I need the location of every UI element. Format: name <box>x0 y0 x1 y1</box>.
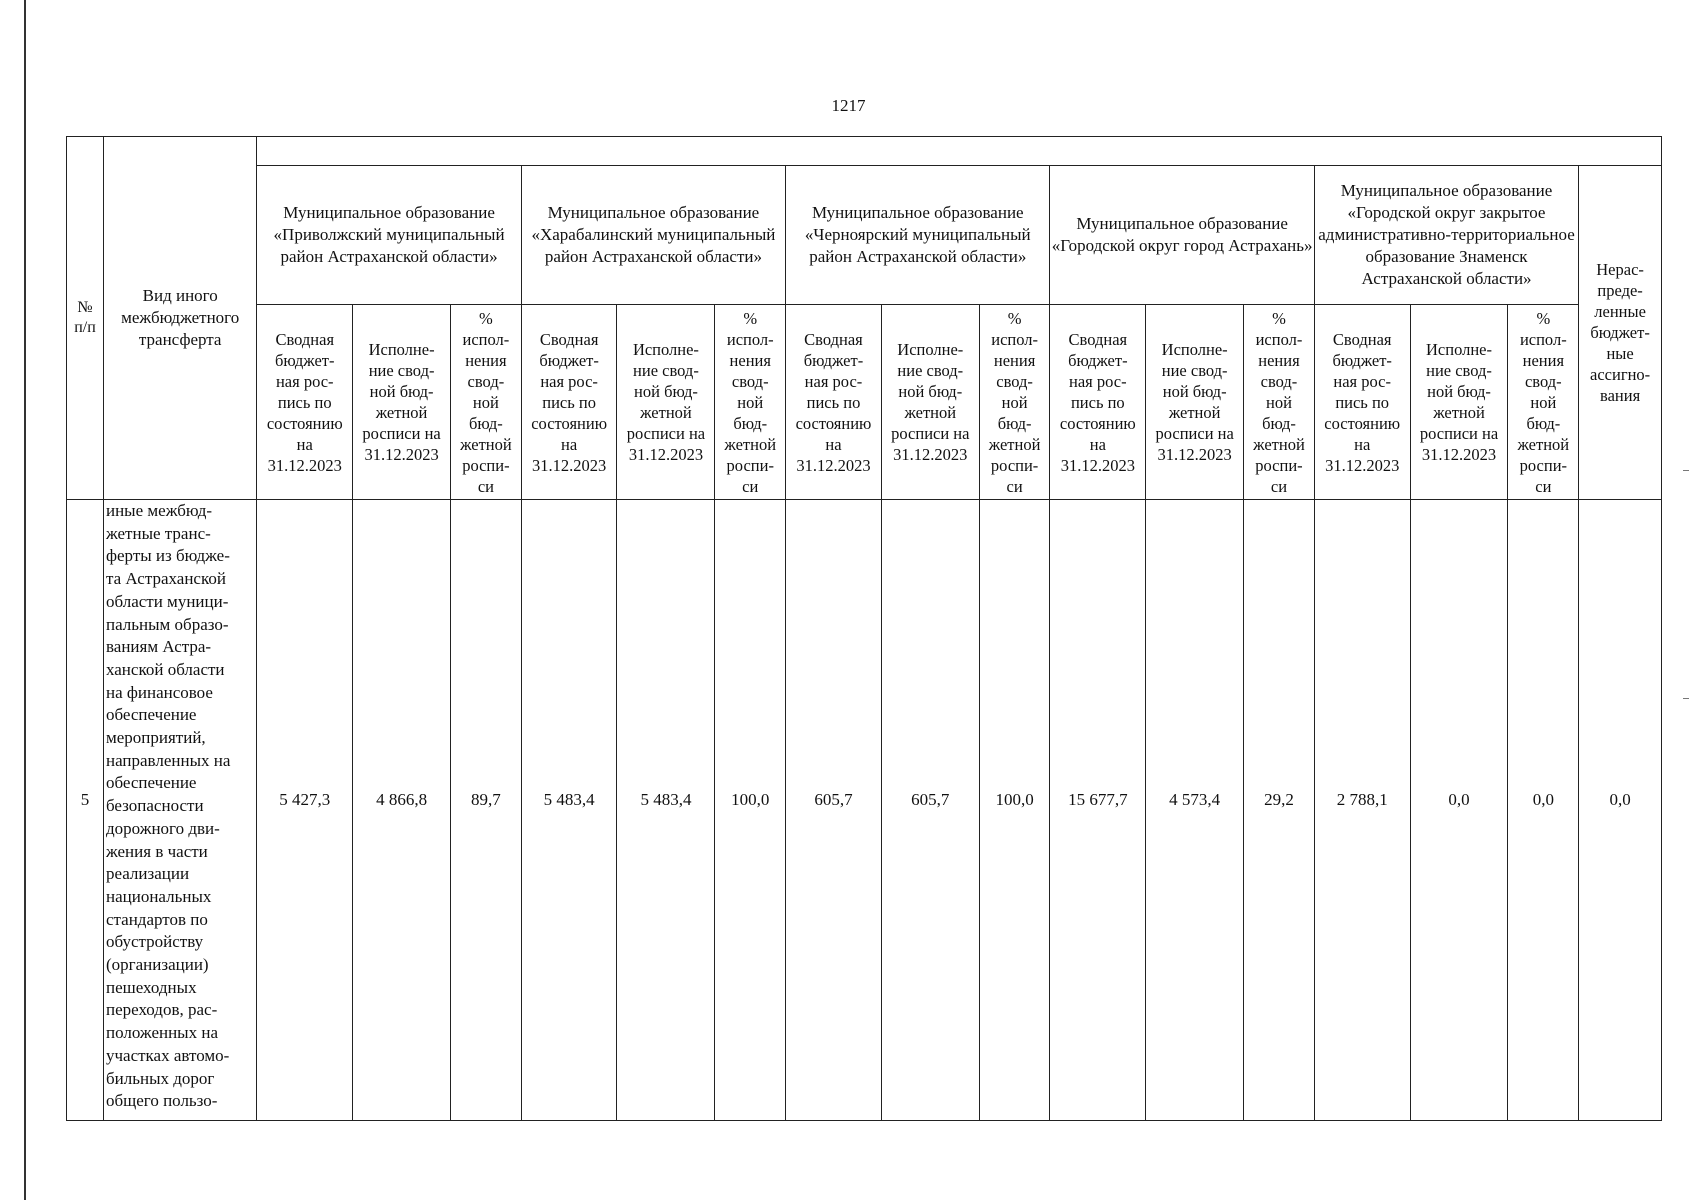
value-cell: 5 483,4 <box>521 500 617 1121</box>
sub-header-exec: Исполне- ние свод- ной бюд- жетной росписи на 31.12.2023 <box>353 305 451 500</box>
sub-header-exec: Исполне- ние свод- ной бюд- жетной росписи на 31.12.2023 <box>617 305 715 500</box>
col-number-header: № п/п <box>67 137 104 500</box>
page-number: 1217 <box>831 96 866 115</box>
transfers-table <box>66 136 1662 1121</box>
sub-header-plan: Сводная бюджет- ная рос- пись по состоянию на 31.12.2023 <box>1314 305 1410 500</box>
unallocated-value-cell: 0,0 <box>1579 500 1662 1121</box>
col-type-header: Вид иного межбюджетного трансферта <box>103 137 256 500</box>
group-header-row <box>67 166 1662 305</box>
sub-header-row <box>67 305 1662 500</box>
group-header-privolzhsky: Муниципальное образование «Приволжский муниципальный район Астраханской области» <box>257 166 521 305</box>
scan-mark <box>1683 698 1689 699</box>
sub-header-plan: Сводная бюджет- ная рос- пись по состоянию на 31.12.2023 <box>521 305 617 500</box>
value-cell: 0,0 <box>1410 500 1508 1121</box>
value-cell: 2 788,1 <box>1314 500 1410 1121</box>
unallocated-header: Нерас- преде- ленные бюджет- ные ассигно- вания <box>1579 166 1662 500</box>
sub-header-plan: Сводная бюджет- ная рос- пись по состоянию на 31.12.2023 <box>1050 305 1146 500</box>
sub-header-pct: % испол- нения свод- ной бюд- жетной роспи- си <box>1244 305 1315 500</box>
row-number: 5 <box>67 500 104 1121</box>
group-header-znamensk: Муниципальное образование «Городской округ закрытое административно-территориальное образование Знаменск Астраханской области» <box>1314 166 1578 305</box>
sub-header-pct: % испол- нения свод- ной бюд- жетной роспи- си <box>451 305 522 500</box>
sub-header-exec: Исполне- ние свод- ной бюд- жетной росписи на 31.12.2023 <box>1146 305 1244 500</box>
value-cell: 0,0 <box>1508 500 1579 1121</box>
value-cell: 5 483,4 <box>617 500 715 1121</box>
value-cell: 4 866,8 <box>353 500 451 1121</box>
sub-header-pct: % испол- нения свод- ной бюд- жетной роспи- си <box>715 305 786 500</box>
binding-line <box>24 0 26 1200</box>
sub-header-pct: % испол- нения свод- ной бюд- жетной роспи- си <box>1508 305 1579 500</box>
row-description: иные межбюд- жетные транс- ферты из бюдже- та Астраханской области муници- пальным образо- ваниям Астра- ханской области на финансовое обеспечение мероприятий, направленных на обеспечение безопасности дорожного дви- жения в части реализации национальных стандартов по обустройству (организации) пешеходных переходов, рас- положенных на участках автомо- бильных дорог общего пользо- <box>103 500 256 1121</box>
sub-header-exec: Исполне- ние свод- ной бюд- жетной росписи на 31.12.2023 <box>1410 305 1508 500</box>
group-header-chernoyarsky: Муниципальное образование «Черноярский муниципальный район Астраханской области» <box>786 166 1050 305</box>
value-cell: 100,0 <box>715 500 786 1121</box>
table-row <box>67 500 1662 1121</box>
sub-header-pct: % испол- нения свод- ной бюд- жетной роспи- си <box>979 305 1050 500</box>
value-cell: 605,7 <box>881 500 979 1121</box>
value-cell: 15 677,7 <box>1050 500 1146 1121</box>
header-top-cell <box>257 137 1662 166</box>
group-header-kharabalinsky: Муниципальное образование «Харабалинский муниципальный район Астраханской области» <box>521 166 785 305</box>
sub-header-plan: Сводная бюджет- ная рос- пись по состоянию на 31.12.2023 <box>786 305 882 500</box>
value-cell: 100,0 <box>979 500 1050 1121</box>
group-header-astrakhan: Муниципальное образование «Городской округ город Астрахань» <box>1050 166 1314 305</box>
value-cell: 89,7 <box>451 500 522 1121</box>
sub-header-plan: Сводная бюджет- ная рос- пись по состоянию на 31.12.2023 <box>257 305 353 500</box>
sub-header-exec: Исполне- ние свод- ной бюд- жетной росписи на 31.12.2023 <box>881 305 979 500</box>
scan-mark <box>1683 470 1689 471</box>
value-cell: 29,2 <box>1244 500 1315 1121</box>
value-cell: 4 573,4 <box>1146 500 1244 1121</box>
header-top-strip <box>67 137 1662 166</box>
value-cell: 5 427,3 <box>257 500 353 1121</box>
value-cell: 605,7 <box>786 500 882 1121</box>
